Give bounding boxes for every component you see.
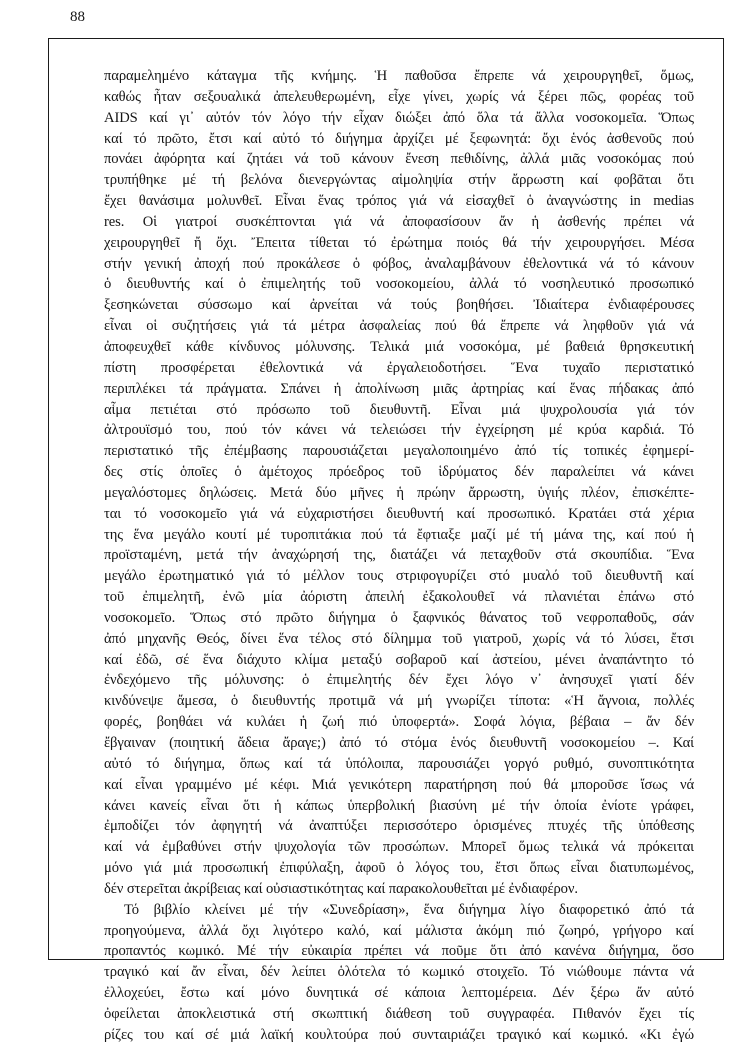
- text-line: ἀλτρουϊσμό του, πού τόν κάνει νά τελειώσει τήν ἐγχείρηση μέ κρύα καρδιά. Τό: [104, 422, 694, 439]
- text-line: νοσοκομεῖο. Ὅπως στό πρῶτο διήγημα ὁ ξαφνικός θάνατος τοῦ νεφροπαθοῦς, σάν: [104, 609, 694, 626]
- text-line: καί τό πρῶτο, ἔτσι καί αὐτό τό διήγημα ἀρχίζει μέ ξεφωνητά: ὄχι ἑνός ἀσθενοῦς πού: [104, 130, 694, 147]
- text-line: καθώς ἦταν σεξουαλικά ἀπελευθερωμένη, εἶχε γίνει, χωρίς νά ξέρει πῶς, φορέας τοῦ: [104, 88, 694, 105]
- text-line: αἷμα πετιέται στό πρόσωπο τοῦ διευθυντῆ. Εἶναι μιά ψυχρολουσία γιά τόν: [104, 401, 694, 418]
- text-line: πονάει ἀφόρητα καί ζητάει νά τοῦ κάνουν ἔνεση πεθιδίνης, ἀλλά μιᾶς νοσοκόμας πού: [104, 151, 694, 168]
- text-line: κάνει κανείς εἶναι ὅτι ἡ κάπως ὑπερβολική βιασύνη μέ τήν ὁποία ἐνίοτε γράφει,: [104, 797, 694, 814]
- text-line: εἶναι οἱ συζητήσεις γιά τά μέτρα ἀσφαλείας πού θά ἔπρεπε νά ληφθοῦν γιά νά: [104, 318, 694, 335]
- text-line: ἐμποδίζει τόν ἀφηγητή νά ἀναπτύξει περισσότερο ὁρισμένες πτυχές τῆς ὑπόθεσης: [104, 818, 694, 835]
- text-line: ὀφείλεται ἀποκλειστικά στή σκωπτική διάθεση τοῦ συγγραφέα. Πιθανόν ἔχει τίς: [104, 1005, 694, 1022]
- text-line: μεγάλο ἐρωτηματικό γιά τό μέλλον τους στριφογυρίζει στό μυαλό τοῦ διευθυντῆ καί: [104, 568, 694, 585]
- text-line: της ἕνα μεγάλο κουτί μέ τυροπιτάκια πού τά ἔφτιαξε μαζί μέ τή μάνα της, καί πού ἡ: [104, 526, 694, 543]
- page-number: 88: [70, 9, 85, 25]
- paragraph: [104, 66, 694, 900]
- text-line: μεγαλόστομες δηλώσεις. Μετά δύο μῆνες ἡ πρώην ἄρρωστη, ὑγιής πλέον, ἐπισκέπτε-: [104, 484, 694, 501]
- text-line: αὐτό τό διήγημα, ὅπως καί τά ὑπόλοιπα, παρουσιάζει γοργό ρυθμό, συνοπτικότητα: [104, 755, 694, 772]
- text-line: ἔβγαιναν (ποιητική ἄδεια ἄραγε;) ἀπό τό στόμα ἑνός διευθυντῆ νοσοκομείου –. Καί: [104, 735, 694, 751]
- text-line: δέν στερεῖται ἀκρίβειας καί οὐσιαστικότητας καί παρακολουθεῖται μέ ἐνδιαφέρον.: [104, 880, 578, 897]
- text-line: τραγικό καί ἄν εἶναι, δέν λείπει ὁλότελα τό κωμικό στοιχεῖο. Τό νιώθουμε πάντα νά: [104, 964, 694, 981]
- text-line: ἔχει θανάσιμα μολυνθεῖ. Εἶναι ἕνας τρόπος γιά νά εἰσαχθεῖ ὁ ἀναγνώστης in medias: [104, 193, 694, 210]
- text-line: περιπλέκει τά πράγματα. Σπάνει ἡ ἀπολίνωση μιᾶς ἀρτηρίας καί ἕνας πήδακας ἀπό: [104, 380, 694, 397]
- text-line: καί νά ἐμβαθύνει στήν ψυχολογία τῶν προσώπων. Μπορεῖ ὅμως τελικά νά πρόκειται: [104, 839, 694, 856]
- text-line: προϊσταμένη, μετά τήν ἀναχώρησή της, διατάζει νά πεταχθοῦν στά σκουπίδια. Ἕνα: [104, 547, 694, 564]
- text-line: ρίζες του καί σέ μιά λαϊκή κουλτούρα πού συνταιριάζει τραγικό καί κωμικό. «Κι ἐγώ: [104, 1026, 694, 1043]
- text-line: φορές, βοηθάει νά κυλάει ἡ ζωή πιό ὑποφερτά». Σοφά λόγια, βέβαια – ἄν δέν: [104, 714, 694, 731]
- text-line: προηγούμενα, ἀλλά ὄχι λιγότερο καλό, καί μάλιστα ἀκόμη πιό ζωηρό, γρήγορο καί: [104, 922, 694, 939]
- text-line: μόνο γιά μιά προσωπική ἐπιφύλαξη, ἀφοῦ ὁ λόγος του, ἔτσι ὅπως εἶναι διατυπωμένος,: [104, 860, 694, 877]
- text-line: ἐνδεχόμενο τῆς μόλυνσης: ὁ ἐπιμελητής δέν ἔχει λόγο ν᾽ ἀνησυχεῖ γιατί δέν: [104, 672, 694, 689]
- text-line: δες στίς ὁποῖες ὁ ἀμέτοχος πρόεδρος τοῦ ἱδρύματος δέν παραλείπει νά κάνει: [104, 464, 694, 481]
- text-line: AIDS καί γι᾽ αὐτόν τόν λόγο τήν εἶχαν διώξει ἀπό ὅλα τά ἄλλα νοσοκομεῖα. Ὅπως: [104, 109, 694, 126]
- text-line: ἐλλοχεύει, ἔστω καί μόνο δυνητικά σέ κάποια λεπτομέρεια. Δέν ξέρω ἄν αὐτό: [104, 985, 694, 1002]
- text-line: ται τό νοσοκομεῖο γιά νά εὐχαριστήσει διευθυντή καί προσωπικό. Κρατάει στά χέρια: [104, 505, 694, 522]
- text-line: Τό βιβλίο κλείνει μέ τήν «Συνεδρίαση», ἕνα διήγημα λίγο διαφορετικό ἀπό τά: [124, 901, 694, 918]
- text-line: στήν γενική ἀποχή πού προκάλεσε ὁ φόβος, ἀναλαμβάνουν ἐθελοντικά νά τό κάνουν: [104, 255, 694, 272]
- text-line: χειρουργηθεῖ ἤ ὄχι. Ἔπειτα τίθεται τό ἐρώτημα ποιός θά τήν χειρουργήσει. Μέσα: [104, 234, 694, 251]
- text-line: τρυπήθηκε μέ τή βελόνα διενεργώντας αἱμοληψία στήν ἄρρωστη καί φοβᾶται ὅτι: [104, 172, 694, 189]
- text-line: καί ἐδῶ, σέ ἕνα διάχυτο κλίμα μεταξύ σοβαροῦ καί ἀστείου, μένει ἀναπάντητο τό: [104, 651, 694, 668]
- text-line: παραμελημένο κάταγμα τῆς κνήμης. Ἡ παθοῦσα ἔπρεπε νά χειρουργηθεῖ, ὅμως,: [104, 68, 694, 84]
- text-line: τοῦ ἐπιμελητῆ, ἐνῶ μία ἀόριστη ἀπειλή ἐξακολουθεῖ νά πλανιέται ἐπάνω στό: [104, 589, 694, 606]
- text-line: καί εἶναι γραμμένο μέ κέφι. Μιά γενικότερη παρατήρηση πού θά μποροῦσε ἴσως νά: [104, 776, 694, 793]
- text-line: res. Οἱ γιατροί συσκέπτονται γιά νά ἀποφασίσουν ἄν ἡ ἀσθενής πρέπει νά: [104, 213, 694, 230]
- text-line: πίστη προσφέρεται ἐθελοντικά νά ἐργαλειοδοτήσει. Ἕνα τυχαῖο περιστατικό: [104, 359, 694, 376]
- text-line: περιστατικό τῆς ἐπέμβασης παρουσιάζεται μεγαλοποιημένο ἀπό τίς τοπικές ἐφημερί-: [104, 443, 694, 460]
- body-text: [104, 66, 694, 1046]
- text-line: κινδύνεψε ἄμεσα, ὁ διευθυντής προτιμᾶ νά μή γνωρίζει τίποτα: «Ἡ ἄγνοια, πολλές: [104, 693, 694, 710]
- text-line: προπαντός κωμικό. Μέ τήν εὐκαιρία πρέπει νά ποῦμε ὅτι ἀπό κανένα διήγημα, ὅσο: [104, 943, 694, 960]
- text-line: ἀποφευχθεῖ κάθε κίνδυνος μόλυνσης. Τελικά μιά νοσοκόμα, μέ βαθειά θρησκευτική: [104, 338, 694, 355]
- text-line: ὁ διευθυντής καί ὁ ἐπιμελητής τοῦ νοσοκομείου, ἀλλά τό νοσηλευτικό προσωπικό: [104, 276, 694, 293]
- text-line: ξεσηκώνεται σύσσωμο καί ἀρνείται νά τούς βοηθήσει. Ἰδιαίτερα ἐνδιαφέρουσες: [104, 297, 694, 314]
- text-line: ἀπό μηχανῆς Θεός, δίνει ἕνα τέλος στό δίλημμα τοῦ γιατροῦ, χωρίς νά τό λύσει, ἔτσι: [104, 630, 694, 647]
